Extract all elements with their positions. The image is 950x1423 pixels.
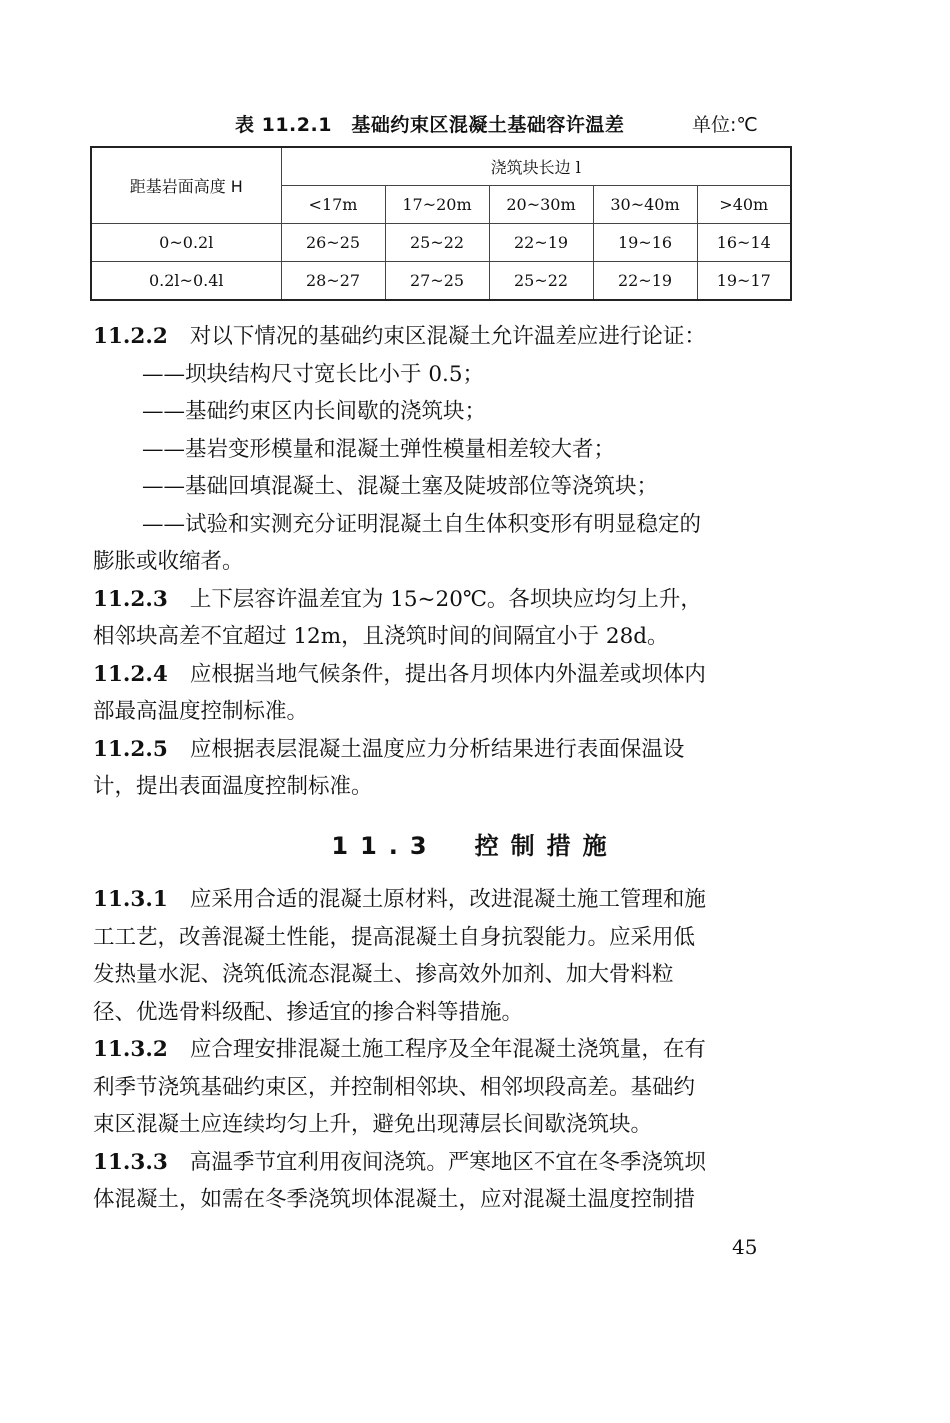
bullet-item: ——基岩变形模量和混凝土弹性模量相差较大者； — [142, 437, 616, 462]
clause-11-2-4 — [93, 656, 790, 694]
table-cell: 16~14 — [697, 224, 791, 262]
clause-number: 11.3.1 — [93, 887, 168, 912]
clause-text-line: 部最高温度控制标准。 — [93, 699, 309, 724]
column-header: 17~20m — [385, 186, 489, 224]
clause-number: 11.3.2 — [93, 1037, 168, 1062]
table-cell: 19~16 — [593, 224, 697, 262]
table-caption — [90, 108, 790, 138]
bullet-item: ——基础约束区内长间歇的浇筑块； — [142, 399, 487, 424]
table-cell: 25~22 — [385, 224, 489, 262]
clause-text: 高温季节宜利用夜间浇筑。严寒地区不宜在冬季浇筑坝 — [189, 1150, 706, 1175]
clause-11-2-2 — [93, 318, 790, 356]
clause-text: 应根据当地气候条件，提出各月坝体内外温差或坝体内 — [189, 662, 706, 687]
bullet-item: ——坝块结构尺寸宽长比小于 0.5； — [142, 362, 485, 387]
bullet-item: ——试验和实测充分证明混凝土自生体积变形有明显稳定的 — [142, 512, 702, 537]
row-label: 0~0.2l — [91, 224, 281, 262]
table-unit: 单位:℃ — [692, 114, 758, 136]
table-caption-label: 表 11.2.1 基础约束区混凝土基础容许温差 — [235, 114, 625, 136]
bullet-continuation: 膨胀或收缩者。 — [93, 549, 244, 574]
table-cell: 28~27 — [281, 262, 385, 301]
clause-text-line: 工工艺，改善混凝土性能，提高混凝土自身抗裂能力。应采用低 — [93, 925, 696, 950]
clause-11-3-2 — [93, 1031, 790, 1069]
column-header: <17m — [281, 186, 385, 224]
clause-11-3-1 — [93, 881, 790, 919]
clause-text-line: 束区混凝土应连续均匀上升，避免出现薄层长间歇浇筑块。 — [93, 1112, 653, 1137]
table-cell: 27~25 — [385, 262, 489, 301]
section-heading: 11.3 控制措施 — [331, 832, 619, 860]
clause-11-3-3 — [93, 1144, 790, 1182]
clause-number: 11.3.3 — [93, 1150, 168, 1175]
clause-text-line: 体混凝土，如需在冬季浇筑坝体混凝土，应对混凝土温度控制措 — [93, 1187, 696, 1212]
clause-number: 11.2.3 — [93, 587, 168, 612]
row-header-cell: 距基岩面高度 H — [91, 147, 281, 224]
page-number: 45 — [732, 1235, 758, 1259]
table-cell: 26~25 — [281, 224, 385, 262]
clause-text: 上下层容许温差宜为 15~20℃。各坝块应均匀上升， — [189, 587, 702, 612]
clause-text-line: 利季节浇筑基础约束区，并控制相邻块、相邻坝段高差。基础约 — [93, 1075, 696, 1100]
clause-text: 应根据表层混凝土温度应力分析结果进行表面保温设 — [189, 737, 685, 762]
column-header: 20~30m — [489, 186, 593, 224]
clause-text-line: 发热量水泥、浇筑低流态混凝土、掺高效外加剂、加大骨料粒 — [93, 962, 674, 987]
table-cell: 25~22 — [489, 262, 593, 301]
column-group-header: 浇筑块长边 l — [281, 147, 791, 186]
clause-11-2-5 — [93, 731, 790, 769]
bullet-item: ——基础回填混凝土、混凝土塞及陡坡部位等浇筑块； — [142, 474, 659, 499]
table-cell: 22~19 — [489, 224, 593, 262]
clause-number: 11.2.5 — [93, 737, 168, 762]
clause-text: 对以下情况的基础约束区混凝土允许温差应进行论证： — [189, 324, 706, 349]
clause-text: 应采用合适的混凝土原材料，改进混凝土施工管理和施 — [189, 887, 706, 912]
clause-text-line: 径、优选骨料级配、掺适宜的掺合料等措施。 — [93, 1000, 524, 1025]
clause-number: 11.2.4 — [93, 662, 168, 687]
table-cell: 22~19 — [593, 262, 697, 301]
column-header: 30~40m — [593, 186, 697, 224]
column-header: >40m — [697, 186, 791, 224]
table-row — [91, 224, 791, 262]
clause-text-line: 计，提出表面温度控制标准。 — [93, 774, 373, 799]
row-label: 0.2l~0.4l — [91, 262, 281, 301]
table-row — [91, 262, 791, 301]
clause-11-2-3 — [93, 581, 790, 619]
table-cell: 19~17 — [697, 262, 791, 301]
clause-text: 应合理安排混凝土施工程序及全年混凝土浇筑量，在有 — [189, 1037, 706, 1062]
clause-text-line: 相邻块高差不宜超过 12m，且浇筑时间的间隔宜小于 28d。 — [93, 624, 669, 649]
table-header-row — [91, 147, 791, 186]
clause-number: 11.2.2 — [93, 324, 168, 349]
temperature-table — [90, 146, 792, 301]
